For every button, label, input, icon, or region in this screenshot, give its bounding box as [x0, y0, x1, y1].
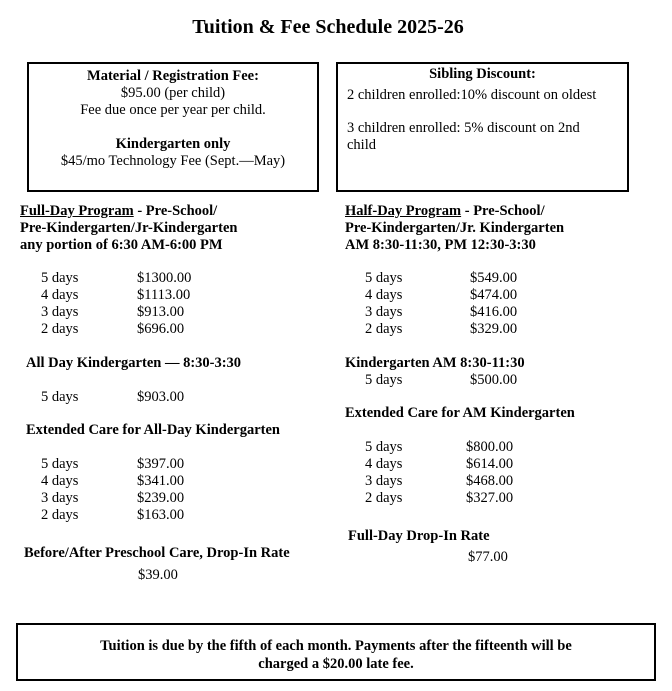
rate-price: $1113.00 [137, 287, 191, 303]
rate-row [365, 456, 565, 473]
rate-price: $327.00 [466, 490, 514, 506]
sibling-discount-box [336, 62, 629, 192]
rate-days: 3 days [41, 304, 79, 320]
half-day-program-section [345, 203, 564, 254]
rate-row [41, 321, 241, 338]
rate-price: $696.00 [137, 321, 185, 337]
before-after-care-heading: Before/After Preschool Care, Drop-In Rate [24, 545, 290, 561]
kindergarten-only-heading: Kindergarten only [115, 136, 231, 152]
page-title: Tuition & Fee Schedule 2025-26 [192, 16, 464, 38]
rate-days: 5 days [41, 456, 79, 472]
rate-price: $239.00 [137, 490, 185, 506]
rate-row [41, 456, 241, 473]
half-day-program-title: Half-Day Program [345, 203, 462, 219]
rate-price: $329.00 [470, 321, 518, 337]
rate-row [365, 321, 565, 338]
rate-days: 2 days [41, 507, 79, 523]
rate-price: $341.00 [137, 473, 185, 489]
kindergarten-am-heading: Kindergarten AM 8:30-11:30 [345, 355, 525, 371]
payment-notice-line2: charged a $20.00 late fee. [258, 656, 414, 672]
half-day-rates [365, 270, 565, 338]
rate-days: 5 days [41, 270, 79, 286]
full-day-program-hours: any portion of 6:30 AM-6:00 PM [20, 237, 223, 253]
rate-price: $913.00 [137, 304, 185, 320]
material-fee-note: Fee due once per year per child. [80, 102, 266, 118]
rate-price: $903.00 [137, 389, 185, 405]
rate-row [41, 287, 241, 304]
rate-price: $800.00 [466, 439, 514, 455]
full-day-rates [41, 270, 241, 338]
full-day-program-line2: Pre-Kindergarten/Jr-Kindergarten [20, 220, 238, 236]
rate-price: $500.00 [470, 372, 518, 388]
all-day-kindergarten-heading: All Day Kindergarten — 8:30-3:30 [26, 355, 242, 371]
rate-price: $468.00 [466, 473, 514, 489]
rate-row [41, 507, 241, 524]
half-day-program-line2: Pre-Kindergarten/Jr. Kindergarten [345, 220, 565, 236]
extended-care-am-k-rates [365, 439, 565, 507]
half-day-program-title-rest: - Pre-School/ [461, 203, 545, 219]
extended-care-all-day-k-heading: Extended Care for All-Day Kindergarten [26, 422, 280, 438]
sibling-discount-three-cont: child [347, 137, 376, 153]
rate-days: 5 days [365, 372, 403, 388]
rate-row [41, 304, 241, 321]
rate-row [365, 304, 565, 321]
rate-price: $614.00 [466, 456, 514, 472]
sibling-discount-heading: Sibling Discount: [429, 66, 536, 82]
sibling-discount-two: 2 children enrolled:10% discount on oldest [347, 87, 597, 103]
rate-row [365, 439, 565, 456]
half-day-program-hours: AM 8:30-11:30, PM 12:30-3:30 [345, 237, 536, 253]
material-fee-box [27, 62, 319, 192]
rate-days: 4 days [41, 287, 79, 303]
rate-price: $163.00 [137, 507, 185, 523]
rate-price: $416.00 [470, 304, 518, 320]
rate-days: 4 days [365, 287, 403, 303]
rate-days: 3 days [365, 473, 403, 489]
rate-days: 2 days [365, 321, 403, 337]
kindergarten-am-rates [365, 372, 565, 389]
before-after-care-price: $39.00 [138, 567, 178, 583]
rate-row [41, 473, 241, 490]
rate-price: $549.00 [470, 270, 518, 286]
rate-days: 5 days [365, 439, 403, 455]
rate-price: $474.00 [470, 287, 518, 303]
payment-notice-line1: Tuition is due by the fifth of each month. Payments after the fifteenth will be [100, 638, 572, 654]
rate-days: 3 days [365, 304, 403, 320]
rate-price: $1300.00 [137, 270, 192, 286]
full-day-program-title: Full-Day Program [20, 203, 134, 219]
sibling-discount-three: 3 children enrolled: 5% discount on 2nd [347, 120, 580, 136]
rate-row [41, 389, 241, 406]
material-fee-amount: $95.00 (per child) [120, 85, 226, 101]
rate-row [365, 287, 565, 304]
rate-days: 4 days [365, 456, 403, 472]
rate-days: 5 days [41, 389, 79, 405]
rate-row [365, 473, 565, 490]
full-day-drop-in-heading: Full-Day Drop-In Rate [348, 528, 490, 544]
extended-care-am-k-heading: Extended Care for AM Kindergarten [345, 405, 575, 421]
rate-days: 3 days [41, 490, 79, 506]
rate-row [365, 490, 565, 507]
full-day-program-title-rest: - Pre-School/ [133, 203, 218, 219]
rate-price: $397.00 [137, 456, 185, 472]
extended-care-all-day-k-rates [41, 456, 241, 524]
rate-days: 2 days [41, 321, 79, 337]
rate-days: 2 days [365, 490, 403, 506]
rate-row [365, 270, 565, 287]
rate-row [41, 270, 241, 287]
full-day-drop-in-price: $77.00 [468, 549, 508, 565]
all-day-kindergarten-rates [41, 389, 241, 406]
rate-row [365, 372, 565, 389]
payment-notice-box [16, 623, 656, 681]
rate-days: 4 days [41, 473, 79, 489]
technology-fee-note: $45/mo Technology Fee (Sept.—May) [60, 153, 286, 169]
rate-row [41, 490, 241, 507]
rate-days: 5 days [365, 270, 403, 286]
full-day-program-section [20, 203, 237, 254]
material-fee-heading: Material / Registration Fee: [87, 68, 259, 84]
